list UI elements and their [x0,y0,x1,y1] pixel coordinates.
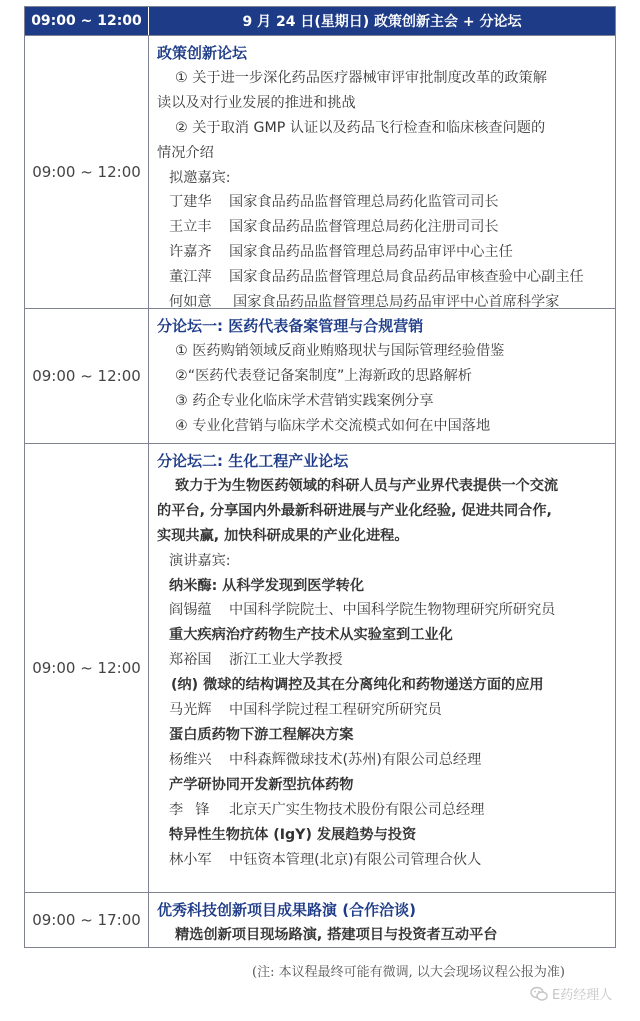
header-title: 9 月 24 日(星期日) 政策创新主会 + 分论坛 [242,14,522,30]
speaker-name: 李锋 [169,801,222,818]
talk-topic: 重大疾病治疗药物生产技术从实验室到工业化 [169,627,453,644]
talk-topic: 蛋白质药物下游工程解决方案 [169,726,354,743]
session-time: 09:00 ~ 17:00 [25,893,149,947]
talk-topic: (纳) 微球的结构调控及其在分离纯化和药物递送方面的应用 [171,677,544,694]
guest-row [157,190,611,215]
header-time: 09:00 ~ 12:00 [25,7,149,35]
session-time: 09:00 ~ 12:00 [25,444,149,892]
session-intro-line-3: 实现共赢, 加快科研成果的产业化进程。 [157,527,409,544]
speaker-role: 中钰资本管理(北京)有限公司管理合伙人 [229,851,482,868]
session-content [149,309,615,443]
session-subforum-2 [25,443,615,892]
agenda-table [24,6,616,948]
speaker-row [157,748,611,773]
speaker-name: 马光辉 [169,702,212,719]
guest-name: 许嘉齐 [169,244,212,261]
speaker-name: 杨维兴 [169,751,212,768]
agenda-item: ③ 药企专业化临床学术营销实践案例分享 [175,392,434,409]
talk-topic: 产学研协同开发新型抗体药物 [169,776,354,793]
talk-topic: 特异性生物抗体 (IgY) 发展趋势与投资 [169,826,417,843]
speaker-role: 中国科学院院士、中国科学院生物物理研究所研究员 [229,602,556,619]
watermark-text: E药经理人 [552,988,613,1003]
guest-role: 国家食品药品监督管理总局药品审评中心主任 [229,244,513,261]
agenda-item: ① 医药购销领域反商业贿赂现状与国际管理经验借鉴 [175,342,505,359]
guest-label: 拟邀嘉宾: [169,169,231,186]
speaker-role: 中国科学院过程工程研究所研究员 [229,702,442,719]
session-content [149,893,615,947]
watermark [530,984,612,1003]
agenda-item-2-line-1: ② 关于取消 GMP 认证以及药品飞行检查和临床核查问题的 [175,119,546,136]
speaker-role: 中科森辉微球技术(苏州)有限公司总经理 [229,751,482,768]
speaker-name: 林小军 [169,851,212,868]
speaker-name: 阎锡蕴 [169,602,212,619]
agenda-item-1-line-2: 读以及对行业发展的推进和挑战 [157,94,356,111]
guest-role: 国家食品药品监督管理总局药品审评中心首席科学家 [233,294,560,311]
speaker-role: 浙江工业大学教授 [229,652,343,669]
session-title: 优秀科技创新项目成果路演 (合作洽谈) [157,901,416,919]
guest-role: 国家食品药品监督管理总局药化注册司司长 [229,219,499,236]
guest-row [157,265,611,290]
session-intro-line-2: 的平台, 分享国内外最新科研进展与产业化经验, 促进共同合作, [157,502,552,519]
wechat-icon [530,986,548,1002]
session-title: 分论坛一: 医药代表备案管理与合规营销 [157,317,424,335]
speaker-name: 郑裕国 [169,652,212,669]
agenda-item-2-line-2: 情况介绍 [157,144,214,161]
session-roadshow [25,892,615,947]
guest-name: 何如意 [169,294,212,311]
session-title: 政策创新论坛 [157,44,248,62]
guest-row [157,240,611,265]
session-title: 分论坛二: 生化工程产业论坛 [157,452,349,470]
session-content [149,444,615,892]
guest-row [157,215,611,240]
guest-name: 丁建华 [169,194,212,211]
footnote: (注: 本议程最终可能有微调, 以大会现场议程公报为准) [252,965,565,980]
talk-topic: 纳米酶: 从科学发现到医学转化 [169,577,365,594]
speaker-role: 北京天广实生物技术股份有限公司总经理 [229,801,485,818]
guest-name: 董江萍 [169,269,212,286]
agenda-item-1-line-1: ① 关于进一步深化药品医疗器械审评审批制度改革的政策解 [175,69,547,86]
guest-role: 国家食品药品监督管理总局药化监管司司长 [229,194,499,211]
session-intro-line-1: 致力于为生物医药领域的科研人员与产业界代表提供一个交流 [175,477,559,494]
session-policy-forum [25,35,615,311]
speaker-row [157,698,611,723]
session-description: 精选创新项目现场路演, 搭建项目与投资者互动平台 [175,926,498,943]
speaker-row [157,848,611,873]
guest-name: 王立丰 [169,219,212,236]
guest-role: 国家食品药品监督管理总局食品药品审核查验中心副主任 [229,269,584,286]
agenda-item: ④ 专业化营销与临床学术交流模式如何在中国落地 [175,417,491,434]
session-subforum-1 [25,308,615,443]
agenda-header [25,7,615,35]
session-content [149,36,615,311]
session-time: 09:00 ~ 12:00 [25,309,149,443]
agenda-item: ②“医药代表登记备案制度”上海新政的思路解析 [175,367,472,384]
session-time: 09:00 ~ 12:00 [25,36,149,308]
speaker-row [157,598,611,623]
speaker-row [157,798,611,823]
speaker-label: 演讲嘉宾: [169,552,231,569]
speaker-row [157,648,611,673]
